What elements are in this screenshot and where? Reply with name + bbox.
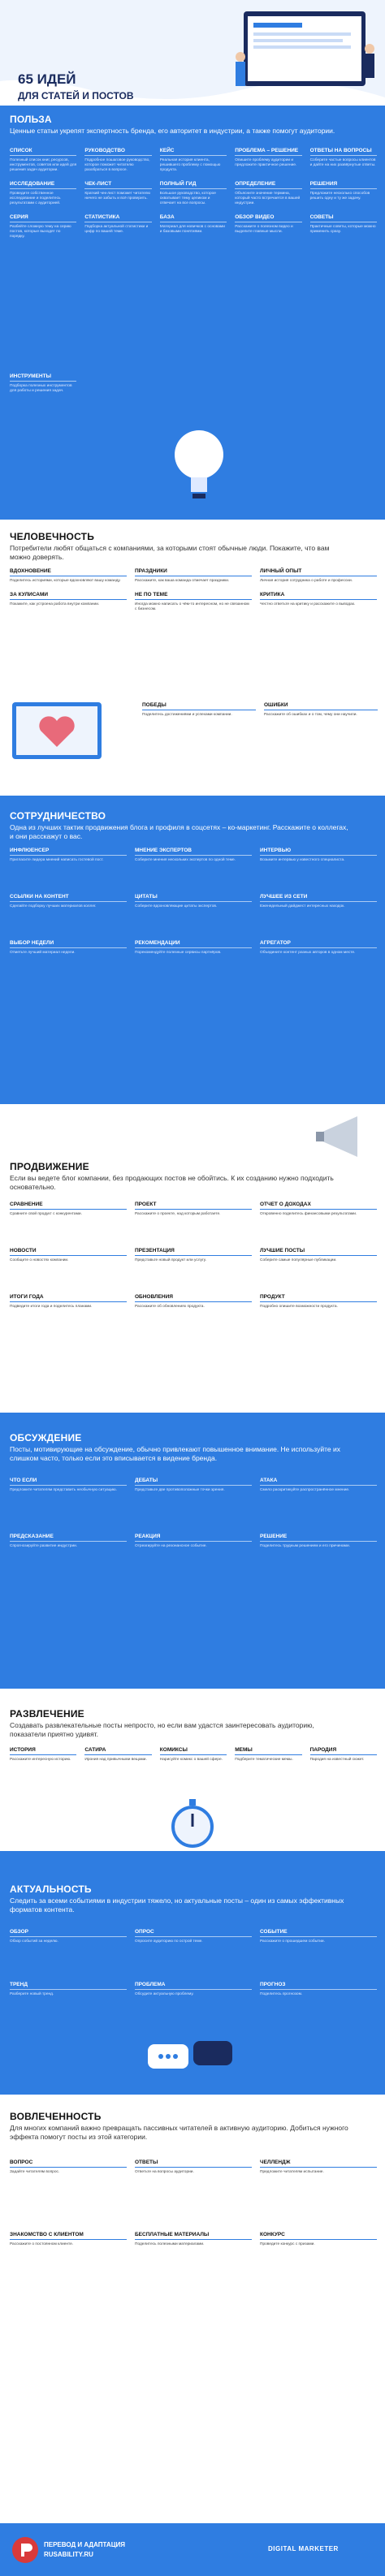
- list-item: МЕМЫ Подберите тематические мемы.: [235, 1747, 301, 1763]
- section-intro: Одна из лучших тактик продвижения блога и профиля в соцсетях – ко-маркетинг. Расскажите о коллегах, и они расскажут о вас.: [10, 823, 348, 840]
- list-item: ИНФЛЮЕНСЕР Пригласите лидера мнений написать гостевой пост.: [10, 848, 127, 863]
- section-intro: Для многих компаний важно превращать пассивных читателей в активную аудиторию. Добиться нужного эффекта помогут посты из этой категории.: [10, 2124, 348, 2141]
- list-item: ИТОГИ ГОДА Подведите итоги года и поделитесь планами.: [10, 1294, 127, 1310]
- list-item: СРАВНЕНИЕ Сравните свой продукт с конкурентами.: [10, 1202, 127, 1217]
- list-item: ПРОБЛЕМА – РЕШЕНИЕ Опишите проблему аудитории и предложите практичное решение.: [235, 148, 301, 173]
- list-item: КЕЙС Реальная история клиента, решившего проблему с помощью продукта.: [160, 148, 227, 173]
- list-item: САТИРА Ирония над привычными вещами.: [84, 1747, 151, 1763]
- section-intro: Следить за всеми событиями в индустрии тяжело, но актуальные посты – один из самых эффективных форматов контента.: [10, 1896, 344, 1914]
- section-fun: [0, 1689, 385, 1851]
- list-item: БЕСПЛАТНЫЕ МАТЕРИАЛЫ Поделитесь полезными материалами.: [135, 2232, 252, 2247]
- list-item: ВДОХНОВЕНИЕ Поделитесь историями, которые вдохновляют вашу команду.: [10, 568, 127, 584]
- chat-bubbles-icon: [146, 2038, 236, 2078]
- section-intro: Если вы ведете блог компании, без продающих постов не обойтись. К их созданию нужно подходить основательно.: [10, 1174, 334, 1191]
- list-item: ОБЗОР Обзор событий за неделю.: [10, 1929, 127, 1944]
- list-item: ПОБЕДЫ Поделитесь достижениями и успехами компании.: [142, 702, 256, 718]
- list-item: ПРЕДСКАЗАНИЕ Спрогнозируйте развитие индустрии.: [10, 1534, 127, 1549]
- footer-site-link[interactable]: RUSABILITY.RU: [44, 2551, 93, 2558]
- list-item: ОПРЕДЕЛЕНИЕ Объясните значение термина, который часто встречается в вашей индустрии.: [235, 181, 301, 206]
- list-item: ОТЧЕТ О ДОХОДАХ Откровенно поделитесь финансовыми результатами.: [260, 1202, 377, 1217]
- list-item: ПРЕЗЕНТАЦИЯ Представьте новый продукт или услугу.: [135, 1248, 252, 1263]
- list-item: РЕКОМЕНДАЦИИ Порекомендуйте полезные сервисы партнёров.: [135, 940, 252, 956]
- list-item: ЛИЧНЫЙ ОПЫТ Личная история сотрудника о работе и профессии.: [260, 568, 377, 584]
- list-item: ПРОЕКТ Расскажите о проекте, над которым работаете.: [135, 1202, 252, 1217]
- list-item: ОТВЕТЫ Ответьте на вопросы аудитории.: [135, 2160, 252, 2175]
- section-title: РАЗВЛЕЧЕНИЕ: [10, 1708, 84, 1719]
- list-item: СОБЫТИЕ Расскажите о прошедшем событии.: [260, 1929, 377, 1944]
- list-item: ЗА КУЛИСАМИ Покажите, как устроена работа внутри компании.: [10, 592, 127, 612]
- list-item: ПРАЗДНИКИ Расскажите, как ваша команда отмечает праздники.: [135, 568, 252, 584]
- list-item: НОВОСТИ Сообщите о новостях компании.: [10, 1248, 127, 1263]
- digital-marketer-logo: DIGITAL MARKETER: [268, 2545, 339, 2552]
- actual-grid: [10, 1929, 377, 2005]
- list-item: ЧТО ЕСЛИ Предложите читателям представить необычную ситуацию.: [10, 1478, 127, 1493]
- humanity-grid-2: [142, 702, 378, 726]
- list-item: ВЫБОР НЕДЕЛИ Отметьте лучший материал недели.: [10, 940, 127, 956]
- humanity-grid: [10, 568, 377, 620]
- list-item: ЧЕЛЛЕНДЖ Предложите читателям испытание.: [260, 2160, 377, 2175]
- list-item: ОПРОС Опросите аудиторию по острой теме.: [135, 1929, 252, 1944]
- list-item: ПРОГНОЗ Поделитесь прогнозом.: [260, 1982, 377, 1997]
- section-title: СОТРУДНИЧЕСТВО: [10, 810, 106, 822]
- list-item: ПРОДУКТ Подробно опишите возможности продукта.: [260, 1294, 377, 1310]
- list-item: ЛУЧШЕЕ ИЗ СЕТИ Еженедельный дайджест интересных находок.: [260, 894, 377, 909]
- megaphone-icon: [313, 1112, 378, 1161]
- list-item: АГРЕГАТОР Объедините контент разных авторов в одном месте.: [260, 940, 377, 956]
- section-actual: [0, 1851, 385, 2095]
- list-item: РЕШЕНИЕ Поделитесь трудным решением и его причинами.: [260, 1534, 377, 1549]
- section-promo: [0, 1104, 385, 1413]
- list-item: КРИТИКА Честно ответьте на критику и расскажите о выводах.: [260, 592, 377, 612]
- list-item: ПОЛНЫЙ ГИД Большое руководство, которое охватывает тему целиком и отвечает на все вопросы.: [160, 181, 227, 206]
- section-title: ЧЕЛОВЕЧНОСТЬ: [10, 531, 95, 542]
- hero-title-line1: 65 ИДЕЙ: [18, 71, 76, 87]
- benefit-grid: [10, 148, 377, 248]
- list-item: ПАРОДИЯ Пародия на известный сюжет.: [310, 1747, 377, 1763]
- list-item: ОТВЕТЫ НА ВОПРОСЫ Соберите частые вопросы клиентов и дайте на них развёрнутые ответы.: [309, 148, 376, 167]
- heart-monitor-icon: [8, 698, 114, 771]
- list-item: МНЕНИЕ ЭКСПЕРТОВ Соберите мнения нескольких экспертов по одной теме.: [135, 848, 252, 863]
- list-item: КОНКУРС Проведите конкурс с призами.: [260, 2232, 377, 2247]
- list-item: ПРОБЛЕМА Обсудите актуальную проблему.: [135, 1982, 252, 1997]
- section-collab: [0, 796, 385, 1104]
- list-item: СОВЕТЫ Практичные советы, которые можно применить сразу.: [309, 214, 376, 234]
- list-item: ОБЗОР ВИДЕО Расскажите о полезном видео и выделите главные мысли.: [235, 214, 301, 239]
- list-item: ЦИТАТЫ Соберите вдохновляющие цитаты экспертов.: [135, 894, 252, 909]
- list-item: БАЗА Материал для новичков с основами и базовыми понятиями.: [160, 214, 227, 239]
- lightbulb-icon: [162, 422, 236, 511]
- section-humanity: [0, 520, 385, 796]
- list-item: ТРЕНД Разберите новый тренд.: [10, 1982, 127, 1997]
- list-item: РУКОВОДСТВО Подробное пошаговое руководство, которое поможет читателю разобраться в вопросе.: [84, 148, 151, 173]
- rusability-logo-icon: [11, 2536, 39, 2564]
- list-item: КОМИКСЫ Нарисуйте комикс о вашей сфере.: [160, 1747, 227, 1763]
- section-title: АКТУАЛЬНОСТЬ: [10, 1883, 92, 1895]
- list-item: СЕРИЯ Разбейте сложную тему на серию постов, которые выходят по порядку.: [10, 214, 76, 239]
- section-intro: Потребители любят общаться с компаниями, за которыми стоят обычные люди. Покажите, что вам можно доверять.: [10, 544, 330, 561]
- list-item: РЕАКЦИЯ Отреагируйте на резонансное событие.: [135, 1534, 252, 1549]
- stopwatch-icon: [168, 1794, 217, 1851]
- list-item: ССЫЛКИ НА КОНТЕНТ Сделайте подборку лучших материалов коллег.: [10, 894, 127, 909]
- engage-grid: [10, 2160, 377, 2255]
- list-item: ДЕБАТЫ Представьте две противоположные точки зрения.: [135, 1478, 252, 1493]
- promo-grid: [10, 1202, 377, 1318]
- section-intro: Ценные статьи укрепят экспертность бренда, его авторитет в индустрии, а также помогут аудитории.: [10, 127, 335, 135]
- section-discuss: [0, 1413, 385, 1689]
- section-title: ПРОДВИЖЕНИЕ: [10, 1161, 89, 1172]
- footer-translation-label: ПЕРЕВОД И АДАПТАЦИЯ: [44, 2541, 126, 2548]
- list-item: АТАКА Смело раскритикуйте распространённое мнение.: [260, 1478, 377, 1493]
- footer: [0, 2523, 385, 2576]
- benefit-grid-extra: [10, 373, 377, 402]
- section-engage: [0, 2095, 385, 2523]
- section-title: ВОВЛЕЧЕННОСТЬ: [10, 2111, 102, 2122]
- list-item: ИНСТРУМЕНТЫ Подборка полезных инструментов для работы и решения задач.: [10, 373, 76, 394]
- list-item: ИССЛЕДОВАНИЕ Проведите собственное исследование и поделитесь результатами с аудиторией.: [10, 181, 76, 206]
- section-benefit: [0, 106, 385, 520]
- section-intro: Создавать развлекательные посты непросто, но если вам удастся заинтересовать аудиторию, показатели приятно удивят.: [10, 1721, 314, 1738]
- hero-title-line2: ДЛЯ СТАТЕЙ И ПОСТОВ: [18, 90, 134, 101]
- list-item: СПИСОК Полезный список книг, ресурсов, инструментов, советов или идей для решения задач аудитории.: [10, 148, 77, 172]
- section-title: ОБСУЖДЕНИЕ: [10, 1432, 82, 1443]
- section-intro: Посты, мотивирующие на обсуждение, обычно привлекают повышенное внимание. Не используйте их слишком часто, только если это вписывается в видение бренда.: [10, 1445, 340, 1462]
- list-item: СТАТИСТИКА Подборка актуальной статистики и цифр по вашей теме.: [84, 214, 151, 239]
- list-item: ЛУЧШИЕ ПОСТЫ Соберите самые популярные публикации.: [260, 1248, 377, 1263]
- list-item: ОШИБКИ Расскажите об ошибках и о том, чему они научили.: [264, 702, 378, 718]
- list-item: ЗНАКОМСТВО С КЛИЕНТОМ Расскажите о постоянном клиенте.: [10, 2232, 127, 2247]
- list-item: РЕШЕНИЯ Предложите несколько способов решить одну и ту же задачу.: [310, 181, 377, 206]
- list-item: ВОПРОС Задайте читателям вопрос.: [10, 2160, 127, 2175]
- collab-grid: [10, 848, 377, 964]
- list-item: ИСТОРИЯ Расскажите интересную историю.: [10, 1747, 76, 1763]
- section-title: ПОЛЬЗА: [10, 114, 52, 125]
- hero: [0, 0, 385, 106]
- discuss-grid: [10, 1478, 377, 1557]
- list-item: ЧЕК-ЛИСТ Краткий чек-лист поможет читателю ничего не забыть и всё проверить.: [84, 181, 151, 201]
- list-item: НЕ ПО ТЕМЕ Иногда можно написать о чём-то интересном, но не связанном с бизнесом.: [135, 592, 252, 612]
- list-item: ОБНОВЛЕНИЯ Расскажите об обновлениях продукта.: [135, 1294, 252, 1310]
- list-item: ИНТЕРВЬЮ Возьмите интервью у известного специалиста.: [260, 848, 377, 863]
- fun-grid: [10, 1747, 377, 1771]
